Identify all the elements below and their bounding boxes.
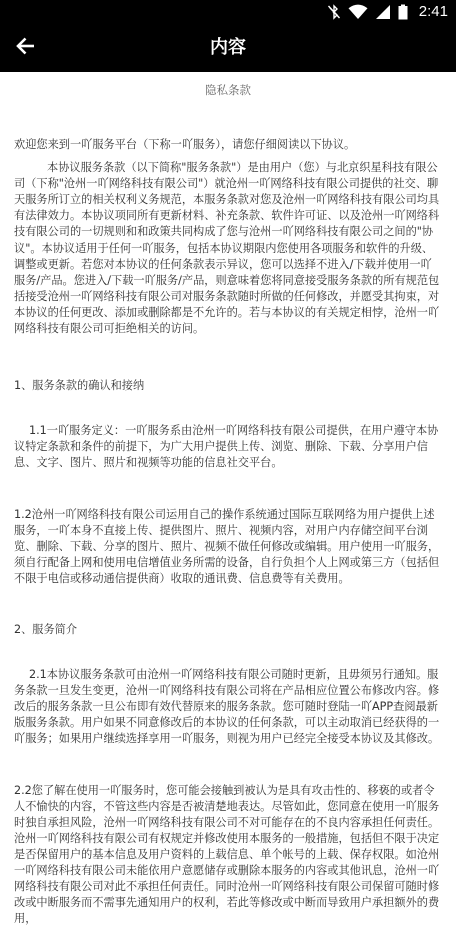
- bluetooth-off-icon: [327, 4, 341, 20]
- section-heading: 2、服务简介: [14, 622, 78, 636]
- clause-paragraph: 1.1一吖服务定义：一吖服务系由沧州一吖网络科技有限公司提供，在用户遵守本协议特定条款和条件的前提下，为广大用户提供上传、浏览、删除、下载、分享用户信息、文字、图片、照片和视频等功能的信息社交平台。: [14, 424, 439, 470]
- clause-paragraph: 2.1本协议服务条款可由沧州一吖网络科技有限公司随时更新，且毋须另行通知。服务条款一旦发生变更，沧州一吖网络科技有限公司将在产品相应位置公布修改内容。修改后的服务条款一旦公布即有效代替原来的服务条款。您可随时登陆一吖APP查阅最新版服务条款。用户如果不同意修改后的本协议的任何条款，可以主动取消已经获得的一吖服务；如果用户继续选择享用一吖服务，则视为用户已经完全接受本协议及其修改。: [14, 668, 440, 746]
- greeting-paragraph: 欢迎您来到一吖服务平台（下称一吖服务），请您仔细阅读以下协议。: [14, 138, 356, 151]
- status-time: 2:41: [418, 3, 448, 20]
- battery-icon: [398, 4, 408, 20]
- document-title: 隐私条款: [205, 83, 251, 97]
- status-bar: [0, 0, 456, 24]
- page-title: 内容: [210, 37, 246, 58]
- clause-paragraph: 1.2沧州一吖网络科技有限公司运用自己的操作系统通过国际互联网络为用户提供上述服务，一吖本身不直接上传、提供图片、照片、视频内容，对用户内存储空间平台浏览、删除、下载、分享的图片、照片、视频不做任何修改或编辑。用户使用一吖服务，须自行配备上网和使用电信增值业务所需的设备，自行负担个人上网或第三方（包括但不限于电信或移动通信提供商）收取的通讯费、信息费等有关费用。: [14, 507, 440, 585]
- wifi-icon: [348, 4, 368, 20]
- signal-icon: [375, 4, 391, 20]
- document-content[interactable]: [0, 72, 456, 926]
- toolbar: [0, 24, 456, 72]
- status-icons: [327, 0, 448, 24]
- section-heading: 1、服务条款的确认和接纳: [14, 379, 145, 393]
- intro-paragraph: 本协议服务条款（以下简称"服务条款"）是由用户（您）与北京织星科技有限公司（下称"沧州一吖网络科技有限公司"）就沧州一吖网络科技有限公司提供的社交、聊天服务所订立的相关权利义务规范，本服务条款对您及沧州一吖网络科技有限公司均具有法律效力。本协议项同所有更新材料、补充条款、软件许可证、以及沧州一吖网络科技有限公司的一切规则和和政策共同构成了您与沧州一吖网络科技有限公司之间的"协议"。本协议适用于任何一吖服务，包括本协议期限内您使用各项服务和软件的升级、调整或更新。若您对本协议的任何条款表示异议，您可以选择不进入/下载并使用一吖服务/产品。您进入/下载一吖服务/产品，则意味着您将同意接受服务条款的所有规范包括接受沧州一吖网络科技有限公司对服务条款随时所做的任何修改，并愿受其拘束，对本协议的任何更改、添加或删除都是不允许的。若与本协议的有关规定相悖，沧州一吖网络科技有限公司可拒绝相关的访问。: [14, 161, 440, 336]
- clause-paragraph: 2.2您了解在使用一吖服务时，您可能会接触到被认为是具有攻击性的、移亵的或者令人不愉快的内容，不管这些内容是否被清楚地表达。尽管如此，您同意在使用一吖服务时独自承担风险，沧州一吖网络科技有限公司不对可能存在的不良内容承担任何责任。沧州一吖网络科技有限公司有权规定并修改使用本服务的一般措施，包括但不限于决定是否保留用户的基本信息及用户资料的上载信息、单个帐号的上载、保存权限。如沧州一吖网络科技有限公司未能依用户意愿储存或删除本服务的内容或其他讯息，沧州一吖网络科技有限公司对此不承担任何责任。同时沧州一吖网络科技有限公司保留可随时修改或中断服务而不需事先通知用户的权利，若此等修改或中断而导致用户承担额外的费用，: [14, 783, 440, 926]
